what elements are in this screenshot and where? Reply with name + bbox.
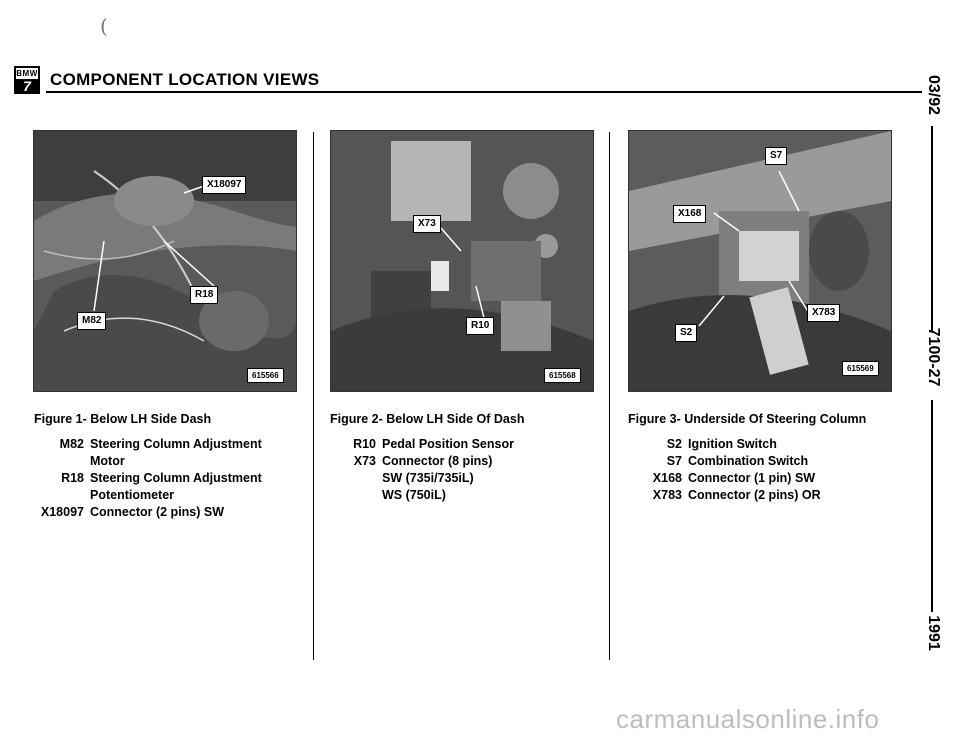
legend-desc: Connector (2 pins) SW <box>90 505 225 519</box>
legend-code <box>20 487 90 504</box>
legend-row <box>20 470 300 487</box>
legend-row <box>320 487 600 504</box>
legend-row <box>20 453 300 470</box>
side-date: 03/92 <box>925 74 942 116</box>
legend-row <box>320 436 600 453</box>
stray-mark: ( <box>100 14 108 38</box>
legend-desc: Combination Switch <box>688 454 809 468</box>
page-title: COMPONENT LOCATION VIEWS <box>50 70 320 89</box>
legend-desc: Steering Column Adjustment <box>90 471 262 485</box>
callout-x783: X783 <box>807 304 840 322</box>
figure-3-legend <box>620 436 910 504</box>
legend-code <box>320 470 382 487</box>
legend-desc: Connector (1 pin) SW <box>688 471 816 485</box>
legend-code: X73 <box>353 454 376 468</box>
figure-1-photo-image <box>34 131 296 391</box>
legend-desc: Connector (2 pins) OR <box>688 488 821 502</box>
figure-2-photo <box>330 130 594 392</box>
legend-row <box>620 453 910 470</box>
photo-number: 615569 <box>842 361 879 376</box>
legend-row <box>620 436 910 453</box>
legend-desc: Pedal Position Sensor <box>382 437 514 451</box>
legend-code: R10 <box>353 437 376 451</box>
callout-s2: S2 <box>675 324 697 342</box>
photo-number: 615566 <box>247 368 284 383</box>
figure-1-photo <box>33 130 297 392</box>
legend-code: S7 <box>666 454 682 468</box>
legend-code: R18 <box>61 471 84 485</box>
side-rule-2 <box>931 400 933 612</box>
figure-2-title: Figure 2- Below LH Side Of Dash <box>330 412 525 426</box>
logo-series: 7 <box>23 78 31 94</box>
legend-desc: Potentiometer <box>90 488 175 502</box>
bmw-logo <box>14 66 40 94</box>
legend-desc: Connector (8 pins) <box>382 454 493 468</box>
legend-desc: Motor <box>90 454 125 468</box>
legend-code <box>20 453 90 470</box>
legend-row <box>320 470 600 487</box>
figure-3-photo <box>628 130 892 392</box>
legend-desc: WS (750iL) <box>382 488 446 502</box>
callout-x18097: X18097 <box>202 176 246 194</box>
legend-row <box>20 504 300 521</box>
legend-row <box>620 487 910 504</box>
figure-3-photo-image <box>629 131 891 391</box>
figure-3-title: Figure 3- Underside Of Steering Column <box>628 412 867 426</box>
photo-number: 615568 <box>544 368 581 383</box>
callout-m82: M82 <box>77 312 106 330</box>
legend-code: X18097 <box>40 505 84 519</box>
legend-row <box>320 453 600 470</box>
legend-code <box>320 487 382 504</box>
side-year: 1991 <box>925 615 942 651</box>
figure-1-legend <box>20 436 300 521</box>
figure-2-legend <box>320 436 600 504</box>
callout-s7: S7 <box>765 147 787 165</box>
logo-brand: BMW <box>16 69 38 78</box>
column-divider-2 <box>609 132 610 660</box>
side-page-number: 7100-27 <box>925 327 942 387</box>
callout-r10: R10 <box>466 317 494 335</box>
side-rule-1 <box>931 126 933 332</box>
callout-r18: R18 <box>190 286 218 304</box>
legend-desc: Steering Column Adjustment <box>90 437 262 451</box>
legend-row <box>620 470 910 487</box>
legend-row <box>20 487 300 504</box>
legend-code: X783 <box>652 488 682 502</box>
callout-x73: X73 <box>413 215 441 233</box>
header-rule <box>46 91 922 93</box>
legend-code: S2 <box>666 437 682 451</box>
figure-2-photo-image <box>331 131 593 391</box>
callout-x168: X168 <box>673 205 706 223</box>
column-divider-1 <box>313 132 314 660</box>
figure-1-title: Figure 1- Below LH Side Dash <box>34 412 212 426</box>
legend-code: X168 <box>652 471 682 485</box>
watermark: carmanualsonline.info <box>616 704 880 734</box>
legend-desc: Ignition Switch <box>688 437 777 451</box>
legend-desc: SW (735i/735iL) <box>382 471 474 485</box>
legend-code: M82 <box>59 437 84 451</box>
legend-row <box>20 436 300 453</box>
